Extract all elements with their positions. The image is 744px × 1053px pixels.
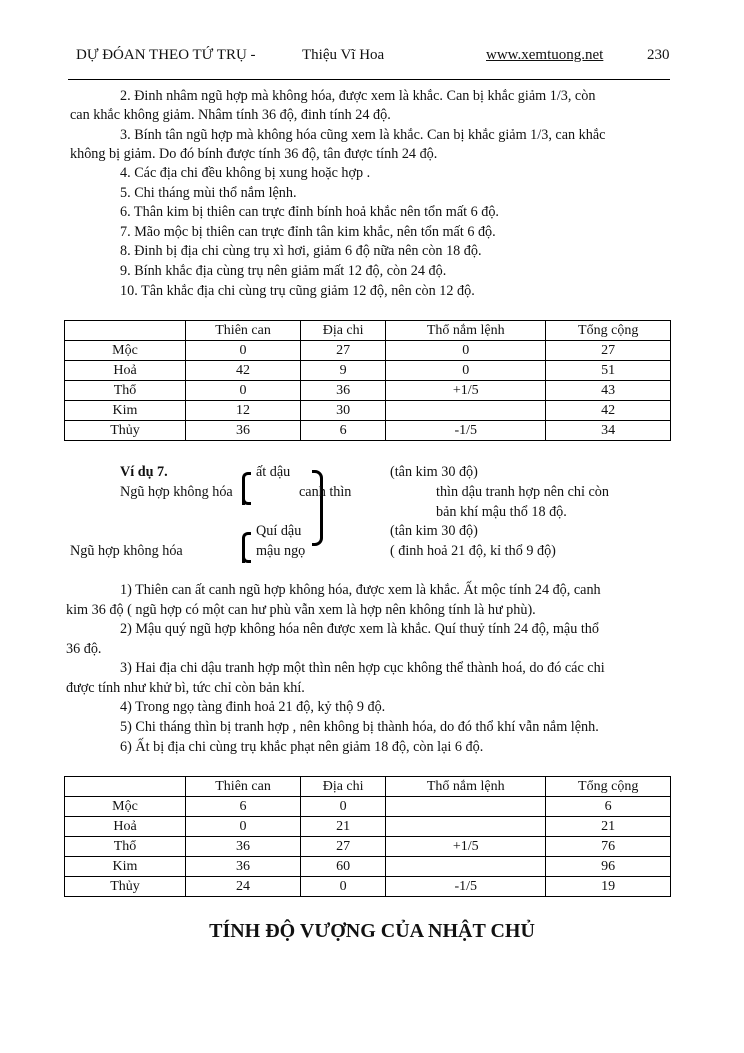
table-cell: 12 bbox=[186, 401, 301, 421]
table-row bbox=[65, 817, 671, 837]
list-item: 2) Mậu quý ngũ hợp không hóa nên được xem là khắc. Quí thuỷ tính 24 độ, mậu thổ bbox=[120, 621, 599, 637]
list-item-continuation: kim 36 độ ( ngũ hợp có một can hư phù vẫn xem là hợp nên không tính là hư phù). bbox=[66, 602, 536, 618]
author: Thiệu Vĩ Hoa bbox=[302, 47, 385, 63]
table-cell: Kim bbox=[65, 401, 186, 421]
note-tan-kim-1: (tân kim 30 độ) bbox=[390, 464, 478, 480]
table-cell: 51 bbox=[546, 361, 671, 381]
table-cell: 21 bbox=[301, 817, 386, 837]
table-cell: Thủy bbox=[65, 877, 186, 897]
table-cell: 36 bbox=[186, 837, 301, 857]
table-header-cell: Thiên can bbox=[186, 777, 301, 797]
table-cell: 6 bbox=[186, 797, 301, 817]
element-table-2 bbox=[64, 776, 671, 897]
list-item: 6. Thân kim bị thiên can trực đỉnh bính hoả khắc nên tổn mất 6 độ. bbox=[120, 204, 499, 220]
note-dinh-hoa: ( đinh hoả 21 độ, kỉ thổ 9 độ) bbox=[390, 543, 556, 559]
table-cell: Thổ bbox=[65, 381, 186, 401]
table-header-row bbox=[65, 321, 671, 341]
table-cell bbox=[386, 817, 546, 837]
table-cell: Mộc bbox=[65, 797, 186, 817]
table-cell: 43 bbox=[546, 381, 671, 401]
book-title: DỰ ĐÓAN THEO TỨ TRỤ - bbox=[76, 47, 256, 63]
table-header-cell bbox=[65, 777, 186, 797]
left-bracket-bottom-b bbox=[242, 544, 251, 563]
table-cell: 0 bbox=[386, 361, 546, 381]
list-item: 3. Bính tân ngũ hợp mà không hóa cũng xem là khắc. Can bị khắc giảm 1/3, can khắc bbox=[120, 127, 606, 143]
list-item: 5) Chi tháng thìn bị tranh hợp , nên không bị thành hóa, do đó thổ khí vẫn nắm lệnh. bbox=[120, 719, 599, 735]
table-cell: 36 bbox=[301, 381, 386, 401]
list-item: 6) Ất bị địa chi cùng trụ khắc phạt nên giảm 18 độ, còn lại 6 độ. bbox=[120, 739, 484, 755]
table-cell: Hoả bbox=[65, 361, 186, 381]
table-header-row bbox=[65, 777, 671, 797]
table-cell: +1/5 bbox=[386, 381, 546, 401]
left-bracket-top-b bbox=[242, 484, 251, 505]
table-cell: 60 bbox=[301, 857, 386, 877]
table-header-cell: Thổ nắm lệnh bbox=[386, 777, 546, 797]
table-cell bbox=[386, 857, 546, 877]
list-item-continuation: can khắc không giảm. Nhâm tính 36 độ, đinh tính 24 độ. bbox=[70, 107, 391, 123]
table-cell: 0 bbox=[386, 341, 546, 361]
pillar-qui-dau: Quí dậu bbox=[256, 523, 302, 539]
table-header-cell: Tổng cộng bbox=[546, 777, 671, 797]
table-cell: +1/5 bbox=[386, 837, 546, 857]
table-cell: 9 bbox=[301, 361, 386, 381]
table-cell bbox=[386, 401, 546, 421]
note-thin-dau: thìn dậu tranh hợp nên chỉ còn bbox=[436, 484, 609, 500]
list-item: 10. Tân khắc địa chi cùng trụ cũng giảm 12 độ, nên còn 12 độ. bbox=[120, 283, 475, 299]
list-item-continuation: không bị giảm. Do đó bính được tính 36 độ, tân được tính 24 độ. bbox=[70, 146, 438, 162]
example-left-label-2: Ngũ hợp không hóa bbox=[70, 543, 183, 559]
table-row bbox=[65, 877, 671, 897]
section-title: TÍNH ĐỘ VƯỢNG CỦA NHẬT CHỦ bbox=[209, 920, 535, 942]
table-cell: Mộc bbox=[65, 341, 186, 361]
table-cell: 19 bbox=[546, 877, 671, 897]
table-cell: 36 bbox=[186, 857, 301, 877]
list-item: 5. Chi tháng mùi thổ nắm lệnh. bbox=[120, 185, 297, 201]
page-number: 230 bbox=[647, 47, 670, 63]
list-item: 2. Đinh nhâm ngũ hợp mà không hóa, được xem là khắc. Can bị khắc giảm 1/3, còn bbox=[120, 88, 596, 104]
note-tan-kim-2: (tân kim 30 độ) bbox=[390, 523, 478, 539]
table-header-cell: Địa chi bbox=[301, 777, 386, 797]
table-cell: 6 bbox=[546, 797, 671, 817]
table-cell: 30 bbox=[301, 401, 386, 421]
list-item-continuation: được tính như khử bì, tức chỉ còn bản khí. bbox=[66, 680, 305, 696]
pillar-mau-ngo: mậu ngọ bbox=[256, 543, 306, 559]
list-item: 8. Đinh bị địa chi cùng trụ xì hơi, giảm 6 độ nữa nên còn 18 độ. bbox=[120, 243, 482, 259]
table-cell: 21 bbox=[546, 817, 671, 837]
table-cell: 76 bbox=[546, 837, 671, 857]
table-cell: 96 bbox=[546, 857, 671, 877]
table-header-cell bbox=[65, 321, 186, 341]
table-row bbox=[65, 421, 671, 441]
example-left-label-1: Ngũ hợp không hóa bbox=[120, 484, 233, 500]
element-table-1 bbox=[64, 320, 671, 441]
list-item: 3) Hai địa chi dậu tranh hợp một thìn nên hợp cục không thể thành hoá, do đó các chi bbox=[120, 660, 605, 676]
right-bracket bbox=[312, 470, 323, 546]
list-item: 9. Bính khắc địa cùng trụ nên giảm mất 12 độ, còn 24 độ. bbox=[120, 263, 447, 279]
table-cell: 27 bbox=[301, 341, 386, 361]
table-cell: Kim bbox=[65, 857, 186, 877]
table-cell: 0 bbox=[301, 877, 386, 897]
table-row bbox=[65, 341, 671, 361]
table-cell: 34 bbox=[546, 421, 671, 441]
table-cell: 27 bbox=[301, 837, 386, 857]
website-link[interactable]: www.xemtuong.net bbox=[486, 47, 604, 63]
note-ban-khi: bản khí mậu thổ 18 độ. bbox=[436, 504, 567, 520]
table-row bbox=[65, 361, 671, 381]
table-row bbox=[65, 857, 671, 877]
pillar-at-dau: ất dậu bbox=[256, 464, 291, 480]
table-cell: Hoả bbox=[65, 817, 186, 837]
table-cell: 0 bbox=[186, 817, 301, 837]
table-cell: 42 bbox=[546, 401, 671, 421]
list-item: 4) Trong ngọ tàng đinh hoả 21 độ, kỷ thộ 9 độ. bbox=[120, 699, 386, 715]
table-cell: Thủy bbox=[65, 421, 186, 441]
example-label: Ví dụ 7. bbox=[120, 464, 168, 480]
table-header-cell: Địa chi bbox=[301, 321, 386, 341]
pillar-canh-thin: canh thìn bbox=[299, 484, 352, 500]
table-cell: 6 bbox=[301, 421, 386, 441]
table-cell: 0 bbox=[186, 341, 301, 361]
table-cell: -1/5 bbox=[386, 421, 546, 441]
table-cell: Thổ bbox=[65, 837, 186, 857]
table-row bbox=[65, 797, 671, 817]
table-header-cell: Thiên can bbox=[186, 321, 301, 341]
table-cell: 0 bbox=[186, 381, 301, 401]
list-item-continuation: 36 độ. bbox=[66, 641, 102, 657]
list-item: 7. Mão mộc bị thiên can trực đỉnh tân kim khắc, nên tổn mất 6 độ. bbox=[120, 224, 496, 240]
table-cell: 36 bbox=[186, 421, 301, 441]
table-cell: 24 bbox=[186, 877, 301, 897]
table-row bbox=[65, 381, 671, 401]
table-row bbox=[65, 401, 671, 421]
table-cell bbox=[386, 797, 546, 817]
table-cell: -1/5 bbox=[386, 877, 546, 897]
list-item: 1) Thiên can ất canh ngũ hợp không hóa, được xem là khắc. Ất mộc tính 24 độ, canh bbox=[120, 582, 601, 598]
table-cell: 0 bbox=[301, 797, 386, 817]
list-item: 4. Các địa chi đều không bị xung hoặc hợp . bbox=[120, 165, 371, 181]
table-row bbox=[65, 837, 671, 857]
header-divider bbox=[68, 79, 670, 80]
table-header-cell: Thổ nắm lệnh bbox=[386, 321, 546, 341]
table-header-cell: Tổng cộng bbox=[546, 321, 671, 341]
table-cell: 27 bbox=[546, 341, 671, 361]
table-cell: 42 bbox=[186, 361, 301, 381]
